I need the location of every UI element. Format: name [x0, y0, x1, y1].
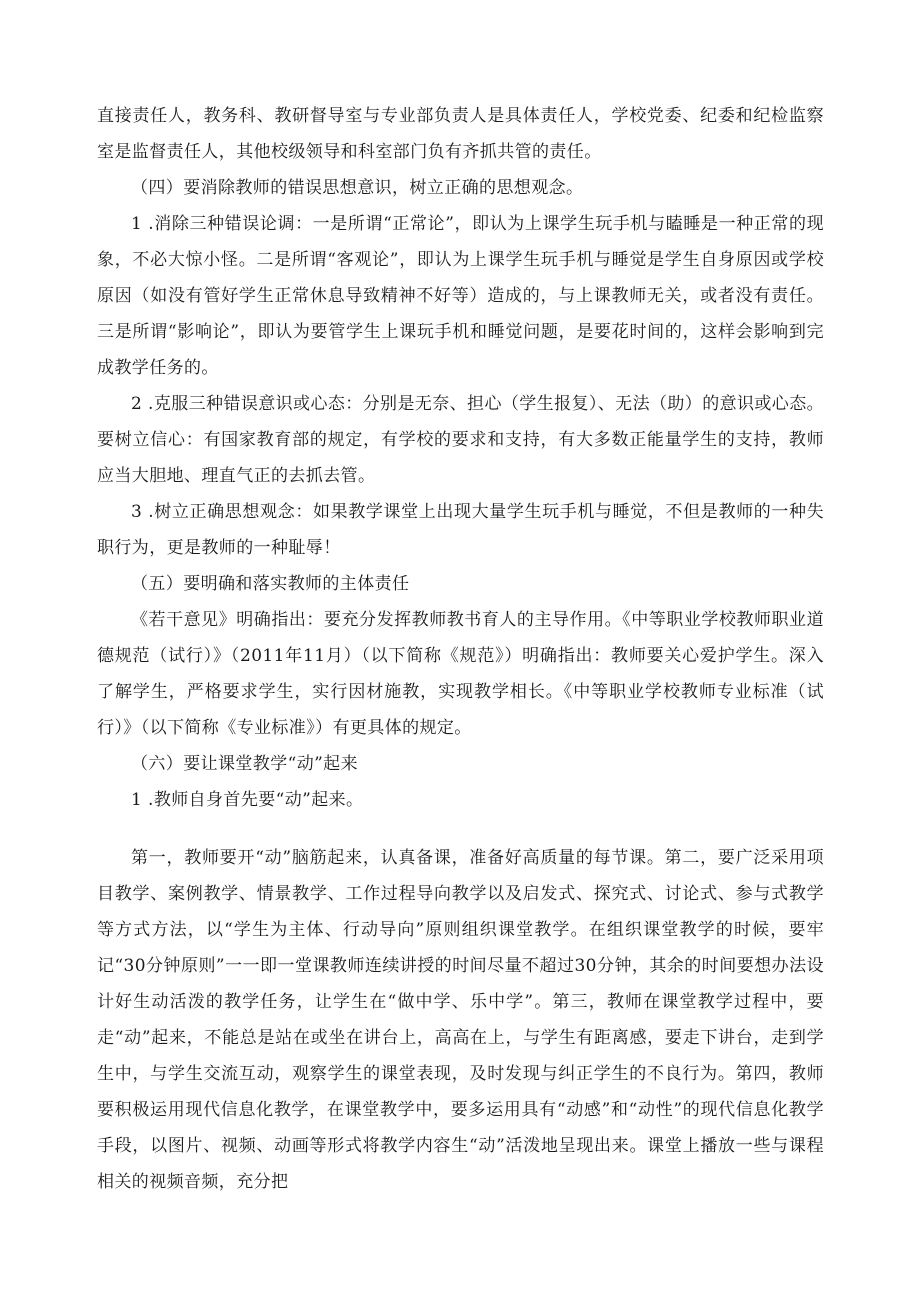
paragraph-teacher-move: 1 .教师自身首先要“动”起来。	[131, 790, 364, 810]
paragraph-item-3: 3 .树立正确思想观念：如果教学课堂上出现大量学生玩手机与睡觉，不但是教师的一种失职行为，更是教师的一种耻辱！	[97, 502, 824, 558]
paragraph-teacher-responsibility: 《若干意见》明确指出：要充分发挥教师教书育人的主导作用。《中等职业学校教师职业道德规范（试行）》（2011年11月）（以下简称《规范》）明确指出：教师要关心爱护学生。深入了解学生，严格要求学生，实行因材施教，实现教学相长。《中等职业学校教师专业标准（试行）》（以下简称《专业标准》）有更具体的规定。	[97, 610, 824, 738]
paragraph-responsibility-continued: 直接责任人，教务科、教研督导室与专业部负责人是具体责任人，学校党委、纪委和纪检监察室是监督责任人，其他校级领导和科室部门负有齐抓共管的责任。	[97, 106, 824, 162]
paragraph-item-2: 2 .克服三种错误意识或心态：分别是无奈、担心（学生报复）、无法（助）的意识或心态。要树立信心：有国家教育部的规定，有学校的要求和支持，有大多数正能量学生的支持，教师应当大胆地、理直气正的去抓去管。	[97, 394, 824, 486]
section-heading-5: （五）要明确和落实教师的主体责任	[131, 574, 410, 594]
paragraph-item-1: 1 .消除三种错误论调：一是所谓“正常论”，即认为上课学生玩手机与瞌睡是一种正常的现象，不必大惊小怪。二是所谓“客观论”，即认为上课学生玩手机与睡觉是学生自身原因或学校原因（如没有管好学生正常休息导致精神不好等）造成的，与上课教师无关，或者没有责任。三是所谓“影响论”，即认为要管学生上课玩手机和睡觉问题，是要花时间的，这样会影响到完成教学任务的。	[97, 214, 824, 378]
section-heading-4: （四）要消除教师的错误思想意识，树立正确的思想观念。	[131, 178, 584, 198]
section-heading-6: （六）要让课堂教学“动”起来	[131, 754, 358, 774]
paragraph-teaching-methods: 第一，教师要开“动”脑筋起来，认真备课，准备好高质量的每节课。第二，要广泛采用项目教学、案例教学、情景教学、工作过程导向教学以及启发式、探究式、讨论式、参与式教学等方式方法，以“学生为主体、行动导向”原则组织课堂教学。在组织课堂教学的时候，要牢记“30分钟原则”一一即一堂课教师连续讲授的时间尽量不超过30分钟，其余的时间要想办法设计好生动活泼的教学任务，让学生在“做中学、乐中学”。第三，教师在课堂教学过程中，要走“动”起来，不能总是站在或坐在讲台上，高高在上，与学生有距离感，要走下讲台，走到学生中，与学生交流互动，观察学生的课堂表现，及时发现与纠正学生的不良行为。第四，教师要积极运用现代信息化教学，在课堂教学中，要多运用具有“动感”和“动性”的现代信息化教学手段，以图片、视频、动画等形式将教学内容生“动”活泼地呈现出来。课堂上播放一些与课程相关的视频音频，充分把	[97, 848, 824, 1192]
